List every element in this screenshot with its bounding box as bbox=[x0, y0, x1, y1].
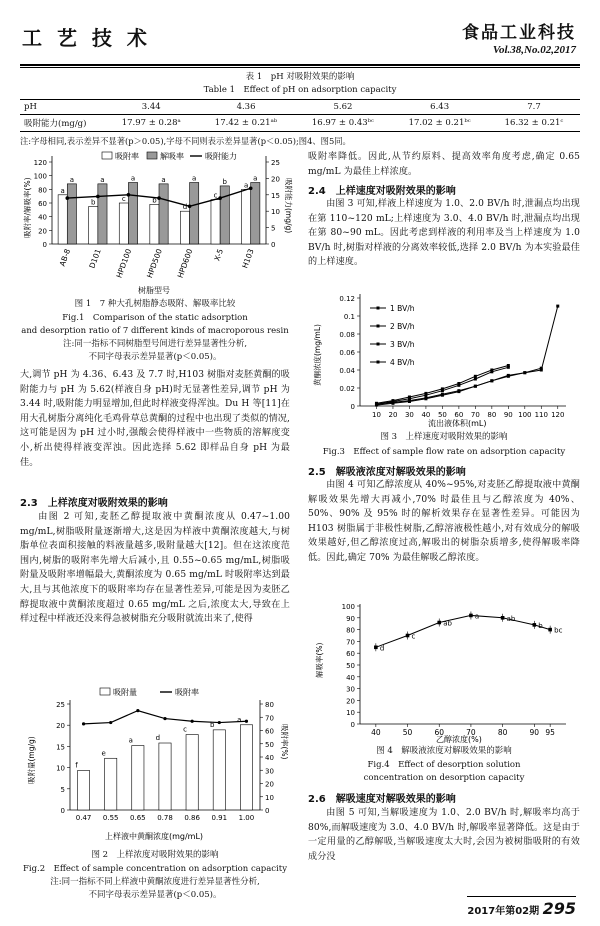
y-tick-label: 0.08 bbox=[339, 331, 355, 339]
fig1-caption-cn: 图 1 7 种大孔树脂静态吸附、解吸率比较 bbox=[74, 299, 236, 309]
bar-adsorption-amount bbox=[77, 771, 89, 810]
fig3-ylabel: 黄酮浓度(mg/mL) bbox=[313, 324, 322, 386]
bar-letter: a bbox=[128, 736, 133, 745]
y-tick-label: 80 bbox=[346, 626, 355, 635]
table-cell: 16.97 ± 0.43ᵇᶜ bbox=[295, 115, 392, 132]
series-line bbox=[376, 615, 550, 647]
fig2-chart bbox=[20, 684, 290, 844]
fig3-caption-cn: 图 3 上样速度对吸附效果的影响 bbox=[380, 432, 508, 442]
y-tick-label: 120 bbox=[33, 159, 47, 167]
table-cell: 17.02 ± 0.21ᵇᶜ bbox=[391, 115, 488, 132]
paragraph: 由图 4 可知乙醇浓度从 40%~95%,对麦胚乙醇提取液中黄酮解吸效果先增大再减小,70% 时最佳且与乙醇浓度为 40%、50%、90% 及 95% 时的解析效果存在显著性差异。可能因为 H103 树脂属于非极性树脂,乙醇溶液极性越小,对有效成分的解吸效果越好,但乙醇浓度过高,解吸出的树脂杂质增多,使得解吸率降低。因此,确定 70% 为最佳解吸乙醇浓度。 bbox=[308, 480, 580, 563]
series-line bbox=[376, 366, 508, 404]
data-point bbox=[391, 399, 394, 402]
bar-letter: a bbox=[237, 715, 242, 724]
point-rate bbox=[109, 721, 112, 724]
bar-letter: a bbox=[253, 174, 258, 183]
bar-letter: a bbox=[60, 186, 65, 195]
fig1-y2label: 吸附能力(mg/g) bbox=[284, 178, 293, 234]
data-point bbox=[441, 393, 444, 396]
y-tick-label: 10 bbox=[56, 764, 65, 773]
bar-letter: c bbox=[183, 725, 187, 734]
bar-letter: c bbox=[213, 191, 218, 200]
y-tick-label: 80 bbox=[38, 186, 47, 195]
y2-tick-label: 30 bbox=[265, 767, 274, 776]
fig4-chart bbox=[308, 598, 580, 743]
y2-tick-label: 15 bbox=[271, 191, 280, 200]
data-point bbox=[437, 621, 441, 625]
fig4-xlabel: 乙醇浓度(%) bbox=[436, 735, 482, 744]
y2-tick-label: 60 bbox=[265, 727, 274, 736]
bar-desorption bbox=[67, 184, 76, 244]
x-tick-label: 10 bbox=[372, 411, 381, 419]
bar-adsorption bbox=[58, 195, 67, 244]
data-point bbox=[374, 646, 378, 650]
fig3-legend bbox=[370, 304, 415, 367]
y-tick-label: 70 bbox=[346, 638, 355, 647]
data-point bbox=[474, 378, 477, 381]
point-letter: ab bbox=[506, 614, 516, 623]
section-2-5-heading: 2.5 解吸液浓度对解吸效果的影响 bbox=[308, 467, 466, 478]
x-tick-label: HPD500 bbox=[145, 247, 164, 280]
fig1-note1: 注:同一指标不同树脂型号间进行差异显著性分析, bbox=[62, 339, 248, 349]
x-tick-label: 50 bbox=[437, 411, 447, 419]
bar-letter: a bbox=[100, 175, 105, 184]
y2-tick-label: 20 bbox=[271, 175, 280, 184]
bar-letter: b bbox=[91, 198, 96, 207]
fig1-legend bbox=[102, 151, 237, 161]
data-point bbox=[424, 392, 427, 395]
y2-tick-label: 80 bbox=[265, 701, 274, 709]
x-tick-label: 60 bbox=[434, 728, 445, 737]
legend-marker bbox=[377, 361, 380, 364]
point-capacity bbox=[188, 204, 192, 208]
bar-adsorption-amount bbox=[186, 735, 198, 810]
x-tick-label: HPD100 bbox=[114, 247, 134, 280]
y-tick-label: 5 bbox=[60, 785, 65, 794]
x-tick-label: 70 bbox=[470, 411, 480, 419]
paragraph: 吸附率降低。因此,从节约原料、提高效率角度考虑,确定 0.65 mg/mL 为最佳上样浓度。 bbox=[308, 152, 580, 177]
y-tick-label: 30 bbox=[346, 685, 355, 694]
fig1-ylabel: 吸附率/解吸率(%) bbox=[23, 177, 32, 238]
bar-adsorption-amount bbox=[240, 725, 252, 810]
table-cell: 17.97 ± 0.28ᵃ bbox=[105, 115, 197, 132]
data-point bbox=[490, 369, 493, 372]
y-tick-label: 0.06 bbox=[339, 349, 355, 357]
point-rate bbox=[218, 721, 221, 724]
data-point bbox=[474, 385, 477, 388]
y2-tick-label: 50 bbox=[265, 740, 274, 749]
x-tick-label: 0.65 bbox=[130, 814, 146, 822]
y-tick-label: 0.02 bbox=[339, 385, 355, 393]
y-tick-label: 20 bbox=[38, 227, 47, 236]
bar-desorption bbox=[220, 186, 229, 244]
point-rate bbox=[245, 720, 248, 723]
bar-letter: b bbox=[209, 720, 215, 729]
section-2-4-heading: 2.4 上样速度对吸附效果的影响 bbox=[308, 186, 456, 197]
y2-tick-label: 5 bbox=[271, 224, 276, 233]
point-capacity bbox=[249, 186, 253, 190]
legend-marker bbox=[377, 325, 380, 328]
x-tick-label: 20 bbox=[388, 411, 398, 419]
y-tick-label: 0 bbox=[350, 403, 355, 411]
x-tick-label: AB-8 bbox=[57, 247, 73, 268]
bar-desorption bbox=[159, 184, 168, 244]
data-point bbox=[441, 387, 444, 390]
data-point bbox=[457, 389, 460, 392]
bar-letter: e bbox=[101, 749, 106, 758]
bar-letter: c bbox=[121, 195, 126, 203]
bar-letter: b bbox=[152, 196, 157, 205]
footer bbox=[467, 896, 576, 918]
data-point bbox=[490, 379, 493, 382]
legend-marker bbox=[377, 307, 380, 310]
bar-adsorption bbox=[89, 206, 98, 244]
x-tick-label: 60 bbox=[454, 411, 464, 419]
table-cell: 4.36 bbox=[197, 100, 294, 115]
point-capacity bbox=[218, 196, 222, 200]
data-point bbox=[548, 628, 552, 632]
table1-title-en: Table 1 Effect of pH on adsorption capacity bbox=[203, 85, 397, 95]
table1-title-cn: 表 1 pH 对吸附效果的影响 bbox=[245, 72, 355, 82]
legend-label: 吸附量 bbox=[113, 688, 137, 697]
y-tick-label: 90 bbox=[346, 614, 355, 623]
fig1-xlabel: 树脂型号 bbox=[138, 286, 170, 295]
y2-tick-label: 40 bbox=[265, 754, 274, 762]
fig2-legend bbox=[100, 687, 199, 697]
x-tick-label: 0.91 bbox=[211, 814, 228, 822]
x-tick-label: 95 bbox=[545, 728, 555, 737]
data-point bbox=[507, 364, 510, 367]
data-point bbox=[533, 623, 537, 627]
table-row-label: pH bbox=[20, 100, 105, 115]
data-point bbox=[523, 371, 526, 374]
bar-letter: a bbox=[130, 174, 136, 183]
x-tick-label: 50 bbox=[402, 728, 413, 737]
y-tick-label: 0 bbox=[350, 721, 355, 729]
x-tick-label: 100 bbox=[518, 411, 532, 419]
fig2-caption-en: Fig.2 Effect of sample concentration on adsorption capacity bbox=[22, 864, 287, 874]
header-rule-thin bbox=[20, 67, 580, 68]
y-tick-label: 40 bbox=[346, 673, 355, 682]
y2-tick-label: 10 bbox=[271, 208, 280, 217]
point-rate bbox=[163, 717, 166, 720]
table-cell: 6.43 bbox=[391, 100, 488, 115]
point-letter: b bbox=[538, 621, 543, 630]
y-tick-label: 60 bbox=[346, 650, 355, 659]
data-point bbox=[424, 396, 427, 399]
data-point bbox=[556, 305, 559, 308]
point-rate bbox=[191, 720, 194, 723]
data-point bbox=[469, 614, 473, 618]
point-capacity bbox=[65, 196, 69, 200]
bar-adsorption-amount bbox=[213, 730, 225, 810]
y-tick-label: 0.04 bbox=[339, 367, 355, 375]
fig2-y2label: 吸附率(%) bbox=[280, 724, 289, 760]
data-point bbox=[501, 616, 505, 620]
x-tick-label: HPD600 bbox=[175, 247, 195, 280]
x-tick-label: 0.86 bbox=[184, 814, 200, 822]
table-row-label: 吸附能力(mg/g) bbox=[20, 115, 105, 132]
series-line bbox=[376, 367, 508, 404]
bar-adsorption bbox=[119, 203, 128, 244]
bar-adsorption bbox=[242, 189, 251, 244]
fig3-xlabel: 流出液体积(mL) bbox=[428, 419, 487, 428]
fig2-xlabel: 上样液中黄酮浓度(mg/mL) bbox=[105, 832, 204, 841]
x-tick-label: 40 bbox=[371, 728, 381, 737]
y-tick-label: 20 bbox=[346, 697, 355, 706]
table1 bbox=[20, 99, 580, 132]
y-tick-label: 0 bbox=[60, 807, 65, 815]
fig4-caption-cn: 图 4 解吸液浓度对解吸效果的影响 bbox=[376, 746, 512, 756]
x-tick-label: 0.55 bbox=[102, 814, 119, 822]
x-tick-label: 90 bbox=[529, 728, 540, 737]
bar-desorption bbox=[128, 183, 137, 245]
x-tick-label: 0.78 bbox=[157, 814, 173, 822]
x-tick-label: 70 bbox=[466, 728, 476, 737]
legend-label: 吸附率 bbox=[115, 152, 139, 161]
fig4-ylabel: 解吸率(%) bbox=[315, 642, 324, 678]
issue-label: 2017年第02期 bbox=[467, 906, 540, 917]
legend-label: 3 BV/h bbox=[390, 340, 415, 349]
data-point bbox=[507, 375, 510, 378]
y-tick-label: 100 bbox=[33, 172, 47, 181]
fig1-caption-en2: and desorption ratio of 7 different kinds of macroporous resin bbox=[21, 326, 289, 336]
y-tick-label: 40 bbox=[38, 213, 47, 222]
y-tick-label: 0 bbox=[42, 241, 47, 249]
y-tick-label: 25 bbox=[56, 701, 65, 709]
bar-letter: d bbox=[155, 734, 161, 743]
y2-tick-label: 10 bbox=[265, 793, 274, 802]
legend-marker bbox=[377, 343, 380, 346]
point-capacity bbox=[96, 195, 100, 199]
legend-label: 吸附能力 bbox=[205, 152, 237, 161]
bar-letter: a bbox=[192, 174, 197, 183]
table1-note: 注:字母相同,表示差异不显著(p＞0.05),字母不同则表示差异显著(p＜0.05);图4、图5同。 bbox=[20, 136, 351, 146]
bar-letter: a bbox=[161, 175, 166, 184]
y-tick-label: 0.12 bbox=[339, 295, 355, 303]
header-rule bbox=[20, 64, 580, 66]
y2-tick-label: 70 bbox=[265, 714, 274, 723]
bar-adsorption bbox=[180, 211, 189, 244]
fig3-chart bbox=[308, 286, 580, 428]
paragraph: 大,调节 pH 为 4.36、6.43 及 7.7 时,H103 树脂对麦胚黄酮的吸附能力与 pH 为 5.62(样液自身 pH)时无显著性差异,调节 pH 为 3.44 时,吸附能力明显增加,但此时样液变得浑浊。Du H 等[11]在用大孔树脂分离纯化毛鸡骨草总黄酮的过程中也出现了类似的情况,这可能是因为 pH 过小时,强酸会使得样液中一些物质的溶解度变小,析出使得样液变浑浊。因此选择 5.62 即样品自身 pH 为最佳。 bbox=[20, 370, 290, 468]
page-number: 295 bbox=[542, 899, 576, 918]
x-tick-label: H103 bbox=[240, 247, 256, 270]
x-tick-label: 80 bbox=[487, 411, 497, 419]
x-tick-label: X-5 bbox=[212, 247, 226, 263]
bar-desorption bbox=[98, 184, 107, 244]
point-letter: ab bbox=[443, 619, 452, 628]
point-capacity bbox=[157, 196, 161, 200]
y-tick-label: 100 bbox=[341, 603, 355, 611]
y-tick-label: 20 bbox=[56, 722, 65, 731]
bar-adsorption-amount bbox=[159, 743, 171, 810]
bar-desorption bbox=[190, 183, 199, 245]
bar-letter: d bbox=[182, 203, 188, 212]
x-tick-label: 40 bbox=[421, 411, 431, 419]
fig1-note2: 不同字母表示差异显著(p＜0.05)。 bbox=[88, 352, 222, 362]
y2-tick-label: 0 bbox=[265, 807, 270, 815]
section-2-6-heading: 2.6 解吸速度对解吸效果的影响 bbox=[308, 794, 456, 805]
legend-swatch-des bbox=[147, 152, 157, 159]
data-point bbox=[406, 634, 410, 638]
fig2-note1: 注:同一指标不同上样液中黄酮浓度进行差异显著性分析, bbox=[50, 877, 260, 887]
legend-label: 2 BV/h bbox=[390, 322, 415, 331]
fig2-ylabel: 吸附量(mg/g) bbox=[27, 736, 36, 784]
y-tick-label: 50 bbox=[346, 662, 355, 670]
fig4-caption-en1: Fig.4 Effect of desorption solution bbox=[367, 760, 521, 770]
paragraph: 由图 5 可知,当解吸速度为 1.0、2.0 BV/h 时,解吸率均高于 80%,而解吸速度为 3.0、4.0 BV/h 时,解吸率显著降低。这是由于一定用量的乙醇解吸,当解吸速度太大时,会因为被树脂吸附的有效成分没 bbox=[308, 808, 580, 862]
x-tick-label: 80 bbox=[497, 728, 508, 737]
paragraph: 由图 3 可知,样液上样速度为 1.0、2.0 BV/h 时,泄漏点均出现在第 110~120 mL;上样速度为 3.0、4.0 BV/h 时,泄漏点均出现在第 80~90 mL。因此考虑到样液的利用率及当上样速度为 1.0 BV/h 时,树脂对样液的分离效率较低,选择 2.0 BV/h 为本实验最佳的上样速度。 bbox=[308, 199, 580, 268]
point-rate bbox=[136, 709, 139, 712]
legend-label: 1 BV/h bbox=[390, 304, 415, 313]
y2-tick-label: 20 bbox=[265, 780, 274, 789]
point-letter: a bbox=[474, 612, 480, 621]
y-tick-label: 60 bbox=[38, 200, 47, 208]
section-2-3-heading: 2.3 上样浓度对吸附效果的影响 bbox=[20, 498, 168, 509]
legend-label: 4 BV/h bbox=[390, 358, 415, 367]
journal-name: 食品工业科技 bbox=[462, 23, 576, 43]
point-capacity bbox=[127, 193, 131, 197]
bar-letter: b bbox=[222, 177, 227, 186]
table-cell: 7.7 bbox=[488, 100, 580, 115]
paragraph: 由图 2 可知,麦胚乙醇提取液中黄酮浓度从 0.47~1.00 mg/mL,树脂吸附量逐渐增大,这是因为样液中黄酮浓度越大,与树脂单位表面积接触的料液量越多,吸附量越大[12]。但在这浓度范围内,树脂的吸附率先增大后减小,且 0.55~0.65 mg/mL,树脂吸附量及吸附率增幅最大,黄酮浓度为 0.65 mg/mL 时吸附率达到最大,且与其他浓度下的吸附率均存在显著性差异,可能是因为麦胚乙醇提取液中黄酮浓度超过 0.65 mg/mL 之后,浓度太大,导致在上样过程中样液还没来得急被树脂充分吸附就流出来了,使得 bbox=[20, 512, 290, 625]
bar-desorption bbox=[251, 183, 260, 245]
table-cell: 5.62 bbox=[295, 100, 392, 115]
data-point bbox=[375, 402, 378, 405]
point-letter: d bbox=[379, 644, 385, 653]
fig3-caption-en: Fig.3 Effect of sample flow rate on adsorption capacity bbox=[322, 447, 566, 457]
y2-tick-label: 0 bbox=[271, 241, 276, 249]
legend-label: 吸附率 bbox=[175, 688, 199, 697]
data-point bbox=[408, 396, 411, 399]
bar-letter: f bbox=[75, 761, 78, 770]
table-cell: 3.44 bbox=[105, 100, 197, 115]
legend-swatch-ads bbox=[102, 152, 112, 159]
y-tick-label: 15 bbox=[56, 743, 65, 752]
data-point bbox=[457, 382, 460, 385]
volume-info: Vol.38,No.02,2017 bbox=[492, 44, 576, 56]
legend-label: 解吸率 bbox=[160, 152, 184, 161]
fig1-caption-en1: Fig.1 Comparison of the static adsorption bbox=[62, 313, 248, 323]
bar-adsorption bbox=[150, 204, 159, 244]
x-tick-label: 90 bbox=[503, 411, 513, 419]
bar-adsorption bbox=[211, 200, 220, 244]
series-line bbox=[376, 306, 557, 405]
fig4-caption-en2: concentration on desorption capacity bbox=[363, 773, 525, 783]
x-tick-label: 110 bbox=[534, 411, 548, 419]
point-letter: c bbox=[411, 632, 416, 641]
y2-tick-label: 25 bbox=[271, 159, 280, 167]
bar-adsorption-amount bbox=[132, 746, 144, 810]
x-tick-label: D101 bbox=[87, 247, 103, 270]
fig2-note2: 不同字母表示差异显著(p＜0.05)。 bbox=[88, 890, 222, 900]
bar-letter: a bbox=[243, 181, 249, 190]
table-cell: 17.42 ± 0.21ᵃᵇ bbox=[197, 115, 294, 132]
point-rate bbox=[82, 722, 85, 725]
x-tick-label: 1.00 bbox=[238, 814, 255, 822]
y-tick-label: 0.1 bbox=[343, 313, 355, 321]
point-letter: bc bbox=[554, 626, 563, 635]
table-cell: 16.32 ± 0.21ᶜ bbox=[488, 115, 580, 132]
data-point bbox=[474, 375, 477, 378]
bar-adsorption-amount bbox=[105, 758, 117, 810]
data-point bbox=[540, 367, 543, 370]
fig1-chart bbox=[20, 148, 293, 298]
bar-letter: a bbox=[69, 175, 75, 184]
section-title: 工 艺 技 术 bbox=[22, 26, 151, 50]
y-tick-label: 10 bbox=[346, 709, 355, 718]
x-tick-label: 30 bbox=[404, 411, 414, 419]
x-tick-label: 0.47 bbox=[75, 814, 92, 822]
fig2-caption-cn: 图 2 上样浓度对吸附效果的影响 bbox=[91, 850, 219, 860]
x-tick-label: 120 bbox=[551, 411, 565, 419]
